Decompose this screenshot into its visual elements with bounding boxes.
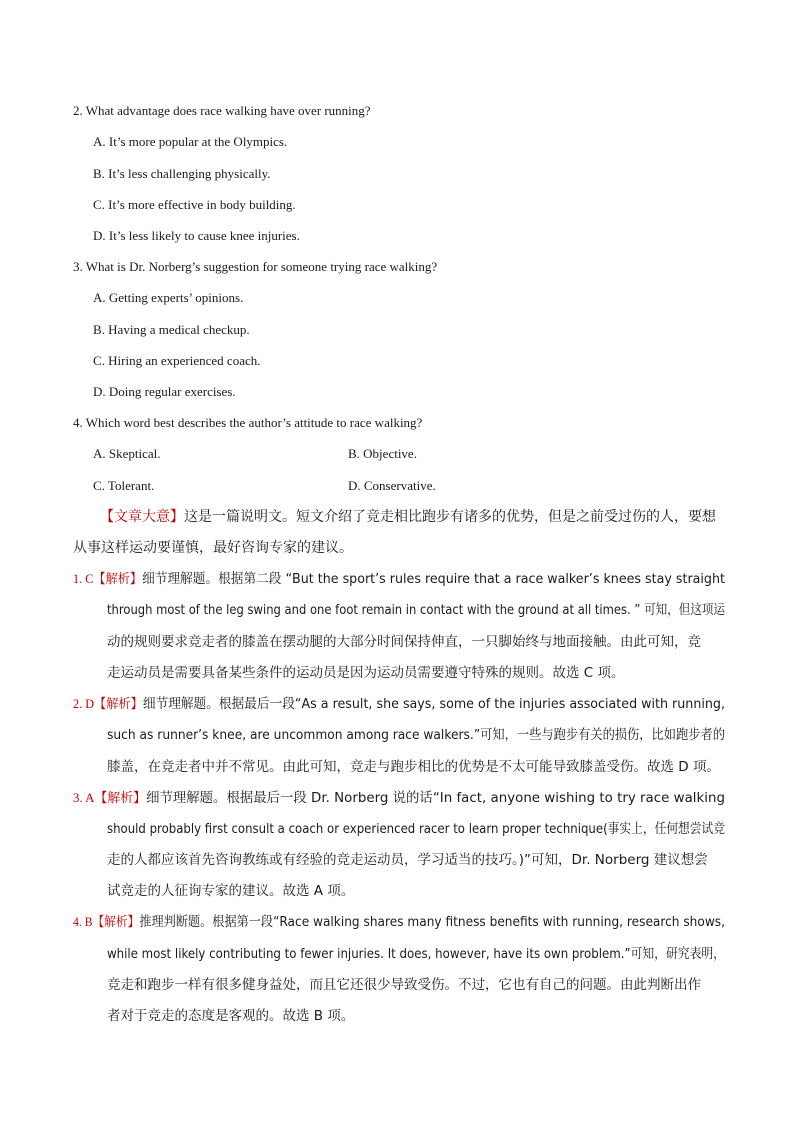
summary-line-2: 从事这样运动要谨慎，最好咨询专家的建议。	[73, 540, 353, 556]
question-4-option-d: D. Conservative.	[348, 478, 436, 493]
analysis-3-line-2: should probably first consult a coach or experienced racer to learn proper technique(事实上，任何想尝试竞	[107, 821, 725, 837]
analysis-3-line-1: 3. A【解析】细节理解题。根据最后一段 Dr. Norberg 说的话“In fact, anyone wishing to try race walking	[73, 790, 725, 806]
question-3-option-c: C. Hiring an experienced coach.	[93, 353, 261, 368]
question-4-option-c: C. Tolerant.	[93, 478, 155, 493]
analysis-1-line-1: 1. C【解析】细节理解题。根据第二段 “But the sport’s rules require that a race walker’s knees stay straight	[73, 571, 725, 587]
analysis-1-line-4: 走运动员是需要具备某些条件的运动员是因为运动员需要遵守特殊的规则。故选 C 项。	[107, 665, 625, 681]
analysis-4-line-3: 竞走和跑步一样有很多健身益处，而且它还很少导致受伤。不过，它也有自己的问题。由此判断出作	[107, 977, 701, 993]
analysis-2-line-3: 膝盖，在竞走者中并不常见。由此可知，竞走与跑步相比的优势是不太可能导致膝盖受伤。故选 D 项。	[107, 759, 720, 775]
analysis-2-tag: 【解析】	[94, 697, 143, 712]
analysis-4-line-4: 者对于竞走的态度是客观的。故选 B 项。	[107, 1008, 355, 1024]
analysis-3-number: 3. A	[73, 790, 95, 805]
question-3-option-a: A. Getting experts’ opinions.	[93, 290, 244, 305]
question-2-option-d: D. It’s less likely to cause knee injuries.	[93, 228, 300, 243]
question-2-stem: 2. What advantage does race walking have over running?	[73, 103, 371, 118]
question-3-option-d: D. Doing regular exercises.	[93, 384, 236, 399]
analysis-2-number: 2. D	[73, 696, 95, 711]
analysis-1-line-2: through most of the leg swing and one foot remain in contact with the ground at all times. ” 可知，但这项运	[107, 602, 726, 618]
analysis-4-number: 4. B	[73, 914, 93, 929]
summary-line-1: 【文章大意】这是一篇说明文。短文介绍了竞走相比跑步有诸多的优势，但是之前受过伤的人，要想	[100, 509, 716, 525]
question-2-option-a: A. It’s more popular at the Olympics.	[93, 134, 288, 149]
analysis-3-line-3: 走的人都应该首先咨询教练或有经验的竞走运动员，学习适当的技巧。)”可知，Dr. Norberg 建议想尝	[107, 852, 708, 868]
analysis-4-line-2: while most likely contributing to fewer injuries. It does, however, have its own problem.”可知，研究表明，	[107, 946, 725, 962]
question-4-stem: 4. Which word best describes the author’s attitude to race walking?	[73, 415, 423, 430]
question-4-option-b: B. Objective.	[348, 446, 417, 461]
summary-tag: 【文章大意】	[100, 509, 184, 525]
analysis-1-number: 1. C	[73, 571, 94, 586]
question-4-option-a: A. Skeptical.	[93, 446, 161, 461]
analysis-2-line-1: 2. D【解析】细节理解题。根据最后一段“As a result, she says, some of the injuries associated with running,	[73, 696, 725, 712]
analysis-3-tag: 【解析】	[94, 791, 147, 806]
question-3-stem: 3. What is Dr. Norberg’s suggestion for someone trying race walking?	[73, 259, 438, 274]
analysis-4-tag: 【解析】	[92, 915, 140, 930]
question-2-option-c: C. It’s more effective in body building.	[93, 197, 296, 212]
analysis-1-tag: 【解析】	[93, 572, 143, 587]
analysis-1-line-3: 动的规则要求竞走者的膝盖在摆动腿的大部分时间保持伸直，一只脚始终与地面接触。由此可知，竞	[107, 634, 701, 650]
analysis-2-line-2: such as runner’s knee, are uncommon among race walkers.”可知，一些与跑步有关的损伤，比如跑步者的	[107, 727, 725, 743]
analysis-3-line-4: 试竞走的人征询专家的建议。故选 A 项。	[107, 883, 355, 899]
analysis-4-line-1: 4. B【解析】推理判断题。根据第一段“Race walking shares many fitness benefits with running, research shows,	[73, 914, 725, 930]
question-2-option-b: B. It’s less challenging physically.	[93, 166, 271, 181]
question-3-option-b: B. Having a medical checkup.	[93, 322, 250, 337]
